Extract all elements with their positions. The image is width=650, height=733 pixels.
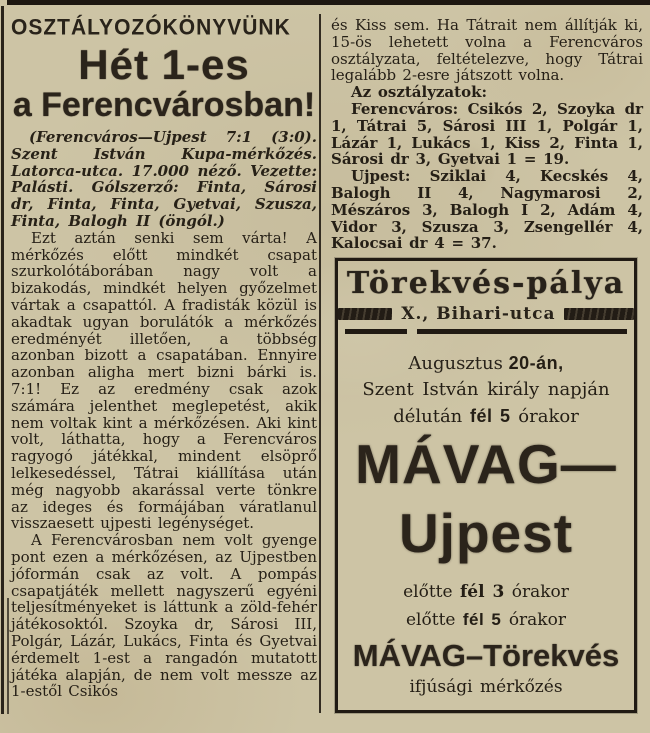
ratings-ferencvaros: Ferencváros: Csikós 2, Szoyka dr 1, Tátrai 5, Sárosi III 1, Polgár 1, Lázár 1, Lukács 1, Kiss 2, Finta 1, Sárosi dr 3, Gyetvai 1 = 19. bbox=[331, 99, 643, 169]
ad-pregame-line-2 bbox=[338, 610, 634, 630]
ad-kickoff-suffix: órakor bbox=[518, 406, 579, 427]
ad-date-day: 20-án, bbox=[508, 353, 564, 373]
headline-line-1: Hét 1-es bbox=[78, 41, 250, 88]
decorative-bar-left bbox=[338, 308, 392, 320]
ad-pregame2-prefix: előtte bbox=[406, 610, 456, 630]
kicker: OSZTÁLYOZÓKÖNYVÜNK bbox=[11, 16, 291, 40]
ad-pregame-line-1 bbox=[338, 582, 634, 602]
ad-venue-name: Törekvés-pálya bbox=[346, 266, 626, 301]
ad-match-team-2: Ujpest bbox=[398, 502, 574, 564]
ad-kickoff-prefix: délután bbox=[393, 406, 463, 427]
ad-pregame2-suffix: órakor bbox=[508, 610, 566, 630]
decorative-bar-right bbox=[564, 308, 634, 320]
left-column bbox=[11, 16, 317, 700]
headline bbox=[11, 41, 317, 124]
ad-youth-label: ifjúsági mérkőzés bbox=[409, 677, 563, 697]
ratings-ujpest: Ujpest: Sziklai 4, Kecskés 4, Balogh II 4, Nagymarosi 2, Mészáros 3, Balogh I 2, Adám 4, Vidor 3, Szusza 3, Zsengellér 4, Kalocsai dr 4 = 37. bbox=[331, 167, 643, 253]
left-edge-rule bbox=[1, 6, 4, 714]
ad-rule-segment-right bbox=[417, 329, 627, 334]
body-paragraph-1: Ezt aztán senki sem várta! A mérkőzés előtt mindkét csapat szurkolótáborában nagy volt a bizakodás, mindkét helyen győzelmet vártak a csapattól. A fradisták közül is akadtak ugyan borulátók a mérkőzés eredményét illetően, a többség azonban bizott a csapatában. Ennyire azonban aligha mert bizni bárki is. 7:1! Ez az eredmény csak azok számára jelenthet meglepetést, akik nem voltak kint a mérkőzésen. Aki kint volt, láthatta, hogy a Ferencváros ragyogó játékkal, mindent elsöprő lelkesedéssel, Tátrai kiállítása után még nagyobb akarással verte tönkre az ideges és formájában váratlanul visszaesett ujpesti legénységet. bbox=[11, 228, 317, 533]
ad-rule-row bbox=[338, 329, 634, 334]
ad-date-line bbox=[338, 353, 634, 374]
ad-pregame1-suffix: órakor bbox=[511, 582, 569, 602]
right-column bbox=[331, 17, 643, 252]
lead-paragraph: (Ferencváros—Ujpest 7:1 (3:0). Szent István Kupa-mérkőzés. Latorca-utca. 17.000 néző. Vezette: Palásti. Gólszerző: Finta, Sárosi dr, Finta, Finta, Gyetvai, Szusza, Finta, Balogh II (öngól.) bbox=[11, 128, 317, 230]
ad-address: X., Bihari-utca bbox=[401, 304, 556, 324]
ad-holiday-line: Szent István király napján bbox=[362, 379, 610, 400]
advertisement-box bbox=[335, 258, 637, 713]
ad-date-month: Augusztus bbox=[408, 353, 503, 374]
column-divider bbox=[319, 14, 321, 713]
ad-pregame2-time: fél 5 bbox=[462, 610, 502, 629]
body-paragraph-2: A Ferencvárosban nem volt gyenge pont ezen a mérkőzésen, az Ujpestben jóformán csak az volt. A pompás csapatjáték mellett nagyszerű egyéni teljesítményeket is láttunk a zöld-fehér játékosoktól. Szoyka dr, Sárosi III, Polgár, Lázár, Lukács, Finta és Gyetvai érdemelt 1-est a rangadón mutatott játéka alapján, de nem volt messze az 1-estől Csikós bbox=[11, 531, 317, 701]
ad-pregame1-prefix: előtte bbox=[403, 582, 453, 602]
headline-line-2: a Ferencvárosban! bbox=[12, 86, 316, 124]
ad-youth-match: MÁVAG–Törekvés bbox=[352, 638, 620, 673]
ad-match-team-1: MÁVAG— bbox=[355, 433, 617, 495]
ad-rule-segment-left bbox=[345, 329, 407, 334]
ad-address-row bbox=[338, 304, 634, 324]
ratings-heading: Az osztályzatok: bbox=[351, 83, 488, 102]
top-rule bbox=[7, 0, 650, 5]
continuation-paragraph: és Kiss sem. Ha Tátrait nem állítják ki, 15-ös lehetett volna a Ferencváros osztályzata, feltételezve, hogy Tátrai legalább 2-esre játszott volna. bbox=[331, 16, 643, 85]
ad-pregame1-time: fél 3 bbox=[459, 582, 505, 602]
ad-kickoff-line bbox=[338, 406, 634, 427]
left-edge-rule-secondary bbox=[7, 598, 9, 714]
ad-kickoff-time: fél 5 bbox=[470, 406, 511, 426]
